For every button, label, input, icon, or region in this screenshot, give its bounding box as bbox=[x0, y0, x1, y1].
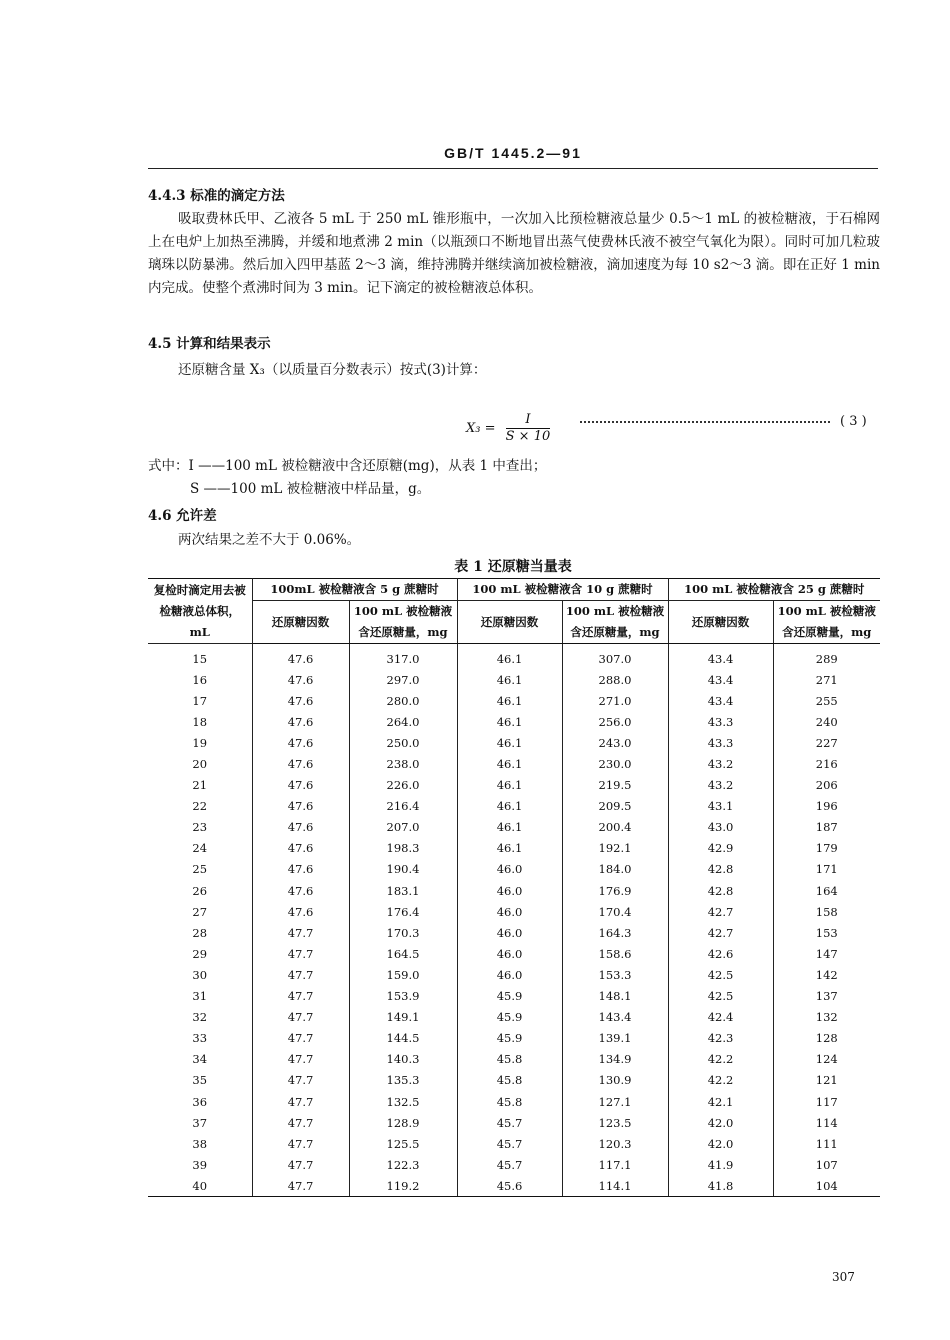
formula-fraction bbox=[506, 412, 551, 445]
table-cell: 21 bbox=[192, 778, 208, 793]
table-cell: 28 bbox=[192, 925, 208, 940]
table-cell: 209.5 bbox=[562, 796, 668, 817]
table-cell: 46.1 bbox=[457, 838, 562, 859]
table-cell: 206 bbox=[773, 775, 880, 796]
group-header-25g: 100 mL 被检糖液含 25 g 蔗糖时 bbox=[668, 579, 880, 601]
group-header-5g: 100mL 被检糖液含 5 g 蔗糖时 bbox=[252, 579, 457, 601]
table-cell: 46.1 bbox=[457, 732, 562, 753]
table-cell: 18 bbox=[192, 714, 208, 729]
table-cell: 45.9 bbox=[457, 986, 562, 1007]
table-cell: 42.2 bbox=[668, 1070, 773, 1091]
table-cell: 17 bbox=[192, 693, 208, 708]
subheader-factor: 还原糖因数 bbox=[457, 601, 562, 644]
table-cell: 164 bbox=[773, 880, 880, 901]
table-cell: 47.7 bbox=[252, 922, 349, 943]
subheader-content: 100 mL 被检糖液含还原糖量，mg bbox=[773, 601, 880, 644]
table-cell: 130.9 bbox=[562, 1070, 668, 1091]
table-cell: 264.0 bbox=[349, 711, 457, 732]
subheader-content: 100 mL 被检糖液含还原糖量，mg bbox=[562, 601, 668, 644]
table-row bbox=[148, 1028, 880, 1049]
table-cell: 42.4 bbox=[668, 1007, 773, 1028]
table-cell: 45.7 bbox=[457, 1112, 562, 1133]
table-row bbox=[148, 1091, 880, 1112]
where-line-1: 式中：I ——100 mL 被检糖液中含还原糖(mg)，从表 1 中查出； bbox=[148, 458, 547, 474]
table-cell: 190.4 bbox=[349, 859, 457, 880]
table-cell: 143.4 bbox=[562, 1007, 668, 1028]
table-cell: 176.4 bbox=[349, 901, 457, 922]
table-cell: 32 bbox=[192, 1010, 208, 1025]
table-cell: 26 bbox=[192, 883, 208, 898]
table-cell: 46.1 bbox=[457, 796, 562, 817]
table-cell: 42.2 bbox=[668, 1049, 773, 1070]
table-cell: 46.1 bbox=[457, 644, 562, 670]
table-cell: 120.3 bbox=[562, 1133, 668, 1154]
table-cell: 46.0 bbox=[457, 964, 562, 985]
table-row bbox=[148, 796, 880, 817]
table-cell: 19 bbox=[192, 735, 208, 750]
formula-number: ( 3 ) bbox=[840, 414, 867, 429]
table-cell: 240 bbox=[773, 711, 880, 732]
table-cell: 25 bbox=[192, 862, 208, 877]
table-cell: 20 bbox=[192, 757, 208, 772]
table-cell: 47.6 bbox=[252, 838, 349, 859]
table-row bbox=[148, 1070, 880, 1091]
table-cell: 45.9 bbox=[457, 1007, 562, 1028]
table-row bbox=[148, 880, 880, 901]
table-cell: 42.7 bbox=[668, 901, 773, 922]
header-rule bbox=[148, 168, 878, 169]
table-cell: 47.6 bbox=[252, 796, 349, 817]
table-cell: 22 bbox=[192, 799, 208, 814]
table-cell: 114 bbox=[773, 1112, 880, 1133]
table-cell: 179 bbox=[773, 838, 880, 859]
table-row bbox=[148, 711, 880, 732]
table-cell: 45.8 bbox=[457, 1049, 562, 1070]
table-row bbox=[148, 732, 880, 753]
table-cell: 128.9 bbox=[349, 1112, 457, 1133]
table-row bbox=[148, 753, 880, 774]
table-cell: 33 bbox=[192, 1031, 208, 1046]
table-cell: 43.4 bbox=[668, 690, 773, 711]
subheader-factor: 还原糖因数 bbox=[252, 601, 349, 644]
table-cell: 216 bbox=[773, 753, 880, 774]
table-cell: 121 bbox=[773, 1070, 880, 1091]
section-4-6-body: 两次结果之差不大于 0.06%。 bbox=[178, 532, 361, 548]
table-cell: 117.1 bbox=[562, 1154, 668, 1175]
section-4-4-3-title: 4.4.3 标准的滴定方法 bbox=[148, 188, 285, 204]
table-cell: 271.0 bbox=[562, 690, 668, 711]
table-cell: 47.7 bbox=[252, 1154, 349, 1175]
table-cell: 43.4 bbox=[668, 644, 773, 670]
table-row bbox=[148, 901, 880, 922]
table-cell: 39 bbox=[192, 1157, 208, 1172]
table-cell: 187 bbox=[773, 817, 880, 838]
table-cell: 47.6 bbox=[252, 753, 349, 774]
table-row bbox=[148, 669, 880, 690]
table-cell: 238.0 bbox=[349, 753, 457, 774]
table-cell: 42.8 bbox=[668, 880, 773, 901]
table-row bbox=[148, 986, 880, 1007]
table-cell: 23 bbox=[192, 820, 208, 835]
table-cell: 47.6 bbox=[252, 775, 349, 796]
table-row bbox=[148, 1175, 880, 1197]
table-cell: 124 bbox=[773, 1049, 880, 1070]
table-row bbox=[148, 817, 880, 838]
table-cell: 42.8 bbox=[668, 859, 773, 880]
table-cell: 230.0 bbox=[562, 753, 668, 774]
table-cell: 47.7 bbox=[252, 1133, 349, 1154]
table-cell: 46.1 bbox=[457, 775, 562, 796]
table-cell: 216.4 bbox=[349, 796, 457, 817]
table-cell: 37 bbox=[192, 1115, 208, 1130]
formula-3 bbox=[466, 412, 550, 445]
section-4-6-title: 4.6 允许差 bbox=[148, 508, 217, 524]
table-cell: 16 bbox=[192, 672, 208, 687]
table-cell: 127.1 bbox=[562, 1091, 668, 1112]
table-cell: 159.0 bbox=[349, 964, 457, 985]
table-cell: 153 bbox=[773, 922, 880, 943]
formula-numerator: I bbox=[506, 412, 551, 429]
table-cell: 250.0 bbox=[349, 732, 457, 753]
table-cell: 227 bbox=[773, 732, 880, 753]
table-cell: 46.0 bbox=[457, 901, 562, 922]
table-cell: 207.0 bbox=[349, 817, 457, 838]
table-cell: 46.1 bbox=[457, 753, 562, 774]
table-cell: 38 bbox=[192, 1136, 208, 1151]
section-4-5-body: 还原糖含量 X₃（以质量百分数表示）按式(3)计算： bbox=[178, 362, 487, 378]
table-cell: 192.1 bbox=[562, 838, 668, 859]
table-cell: 183.1 bbox=[349, 880, 457, 901]
table-cell: 46.1 bbox=[457, 690, 562, 711]
standard-number-header: GB/T 1445.2—91 bbox=[444, 145, 582, 161]
table-cell: 135.3 bbox=[349, 1070, 457, 1091]
table-row bbox=[148, 964, 880, 985]
table-cell: 40 bbox=[148, 1175, 252, 1197]
table-cell: 45.8 bbox=[457, 1091, 562, 1112]
table-cell: 47.6 bbox=[252, 690, 349, 711]
table-cell: 164.3 bbox=[562, 922, 668, 943]
table-cell: 45.8 bbox=[457, 1070, 562, 1091]
table-cell: 43.1 bbox=[668, 796, 773, 817]
subheader-factor: 还原糖因数 bbox=[668, 601, 773, 644]
table-cell: 137 bbox=[773, 986, 880, 1007]
table-cell: 42.6 bbox=[668, 943, 773, 964]
table-cell: 42.1 bbox=[668, 1091, 773, 1112]
table-cell: 27 bbox=[192, 904, 208, 919]
table-cell: 164.5 bbox=[349, 943, 457, 964]
subheader-content: 100 mL 被检糖液含还原糖量，mg bbox=[349, 601, 457, 644]
table-cell: 42.3 bbox=[668, 1028, 773, 1049]
table-cell: 47.7 bbox=[252, 1007, 349, 1028]
table-cell: 170.3 bbox=[349, 922, 457, 943]
table-cell: 134.9 bbox=[562, 1049, 668, 1070]
table-cell: 170.4 bbox=[562, 901, 668, 922]
table-cell: 132.5 bbox=[349, 1091, 457, 1112]
table-cell: 198.3 bbox=[349, 838, 457, 859]
table-cell: 45.9 bbox=[457, 1028, 562, 1049]
table-row bbox=[148, 1112, 880, 1133]
table-cell: 297.0 bbox=[349, 669, 457, 690]
table-row bbox=[148, 775, 880, 796]
table-cell: 42.9 bbox=[668, 838, 773, 859]
table-cell: 46.1 bbox=[457, 669, 562, 690]
table-cell: 42.5 bbox=[668, 986, 773, 1007]
table-cell: 142 bbox=[773, 964, 880, 985]
table-cell: 153.3 bbox=[562, 964, 668, 985]
table-cell: 307.0 bbox=[562, 644, 668, 670]
table-cell: 243.0 bbox=[562, 732, 668, 753]
table-cell: 47.6 bbox=[252, 732, 349, 753]
section-4-4-3-body: 吸取费林氏甲、乙液各 5 mL 于 250 mL 锥形瓶中，一次加入比预检糖液总量少 0.5～1 mL 的被检糖液，于石棉网上在电炉上加热至沸腾，并缓和地煮沸 2 min（以瓶颈口不断地冒出蒸气使费林氏液不被空气氧化为限）。同时可加几粒玻璃珠以防暴沸。然后加入四甲基蓝 2～3 滴，维持沸腾并继续滴加被检糖液，滴加速度为每 10 s2～3 滴。即在正好 1 min 内完成。使整个煮沸时间为 3 min。记下滴定的被检糖液总体积。 bbox=[148, 211, 880, 296]
table-cell: 45.7 bbox=[457, 1154, 562, 1175]
table-cell: 46.0 bbox=[457, 922, 562, 943]
reducing-sugar-table bbox=[148, 578, 880, 1197]
table-row bbox=[148, 922, 880, 943]
table-cell: 184.0 bbox=[562, 859, 668, 880]
table-cell: 148.1 bbox=[562, 986, 668, 1007]
table-cell: 47.6 bbox=[252, 901, 349, 922]
table-cell: 47.7 bbox=[252, 1175, 349, 1197]
table-cell: 46.0 bbox=[457, 943, 562, 964]
where-line-2: S ——100 mL 被检糖液中样品量，g。 bbox=[190, 481, 431, 497]
table-cell: 139.1 bbox=[562, 1028, 668, 1049]
table-cell: 119.2 bbox=[349, 1175, 457, 1197]
table-cell: 123.5 bbox=[562, 1112, 668, 1133]
table-cell: 47.6 bbox=[252, 644, 349, 670]
table-cell: 111 bbox=[773, 1133, 880, 1154]
table-cell: 128 bbox=[773, 1028, 880, 1049]
table-cell: 47.7 bbox=[252, 1070, 349, 1091]
section-4-5-title: 4.5 计算和结果表示 bbox=[148, 336, 271, 352]
table-cell: 43.2 bbox=[668, 753, 773, 774]
table-cell: 149.1 bbox=[349, 1007, 457, 1028]
table-cell: 200.4 bbox=[562, 817, 668, 838]
table-cell: 41.8 bbox=[668, 1175, 773, 1197]
table-row bbox=[148, 943, 880, 964]
table-cell: 289 bbox=[773, 644, 880, 670]
table-cell: 46.1 bbox=[457, 711, 562, 732]
table-cell: 132 bbox=[773, 1007, 880, 1028]
table-cell: 219.5 bbox=[562, 775, 668, 796]
formula-denominator: S × 10 bbox=[505, 429, 551, 444]
table-cell: 15 bbox=[192, 651, 208, 666]
table-row bbox=[148, 859, 880, 880]
table-cell: 47.7 bbox=[252, 1049, 349, 1070]
table-row bbox=[148, 1133, 880, 1154]
table-cell: 35 bbox=[192, 1073, 208, 1088]
table-cell: 140.3 bbox=[349, 1049, 457, 1070]
table-cell: 255 bbox=[773, 690, 880, 711]
page-number: 307 bbox=[832, 1270, 855, 1284]
formula-leader-dots bbox=[580, 421, 830, 423]
table-cell: 117 bbox=[773, 1091, 880, 1112]
table-cell: 42.5 bbox=[668, 964, 773, 985]
table-cell: 271 bbox=[773, 669, 880, 690]
table-row bbox=[148, 838, 880, 859]
table-cell: 43.3 bbox=[668, 711, 773, 732]
table-cell: 144.5 bbox=[349, 1028, 457, 1049]
table-cell: 226.0 bbox=[349, 775, 457, 796]
table-row bbox=[148, 1007, 880, 1028]
table-cell: 176.9 bbox=[562, 880, 668, 901]
table-cell: 34 bbox=[192, 1052, 208, 1067]
table-cell: 24 bbox=[192, 841, 208, 856]
table-cell: 47.7 bbox=[252, 964, 349, 985]
table-cell: 104 bbox=[773, 1175, 880, 1197]
table-cell: 41.9 bbox=[668, 1154, 773, 1175]
table-cell: 46.0 bbox=[457, 859, 562, 880]
table-cell: 153.9 bbox=[349, 986, 457, 1007]
row-header-volume: 复检时滴定用去被检糖液总体积，mL bbox=[148, 579, 252, 644]
table-cell: 122.3 bbox=[349, 1154, 457, 1175]
table-cell: 29 bbox=[192, 946, 208, 961]
group-header-10g: 100 mL 被检糖液含 10 g 蔗糖时 bbox=[457, 579, 668, 601]
table-cell: 47.7 bbox=[252, 1028, 349, 1049]
table-cell: 47.6 bbox=[252, 817, 349, 838]
table-cell: 42.0 bbox=[668, 1112, 773, 1133]
table-cell: 43.0 bbox=[668, 817, 773, 838]
table-cell: 317.0 bbox=[349, 644, 457, 670]
table-cell: 36 bbox=[192, 1094, 208, 1109]
table-cell: 45.7 bbox=[457, 1133, 562, 1154]
table-cell: 47.6 bbox=[252, 711, 349, 732]
table-cell: 43.2 bbox=[668, 775, 773, 796]
table-cell: 47.7 bbox=[252, 943, 349, 964]
table-cell: 171 bbox=[773, 859, 880, 880]
table-cell: 114.1 bbox=[562, 1175, 668, 1197]
formula-lhs: X₃ = bbox=[466, 421, 496, 436]
table-cell: 42.0 bbox=[668, 1133, 773, 1154]
table-cell: 288.0 bbox=[562, 669, 668, 690]
table-cell: 43.4 bbox=[668, 669, 773, 690]
table-cell: 47.7 bbox=[252, 986, 349, 1007]
table-cell: 42.7 bbox=[668, 922, 773, 943]
table-row bbox=[148, 644, 880, 670]
table-cell: 47.6 bbox=[252, 669, 349, 690]
table-cell: 47.7 bbox=[252, 1112, 349, 1133]
table-cell: 47.6 bbox=[252, 880, 349, 901]
table-1-title: 表 1 还原糖当量表 bbox=[454, 559, 572, 575]
table-cell: 46.1 bbox=[457, 817, 562, 838]
table-cell: 158.6 bbox=[562, 943, 668, 964]
table-cell: 30 bbox=[192, 967, 208, 982]
table-cell: 147 bbox=[773, 943, 880, 964]
table-cell: 45.6 bbox=[457, 1175, 562, 1197]
table-cell: 43.3 bbox=[668, 732, 773, 753]
table-cell: 125.5 bbox=[349, 1133, 457, 1154]
table-row bbox=[148, 690, 880, 711]
table-cell: 196 bbox=[773, 796, 880, 817]
table-cell: 47.6 bbox=[252, 859, 349, 880]
table-cell: 256.0 bbox=[562, 711, 668, 732]
table-cell: 46.0 bbox=[457, 880, 562, 901]
table-cell: 280.0 bbox=[349, 690, 457, 711]
table-row bbox=[148, 1154, 880, 1175]
table-row bbox=[148, 1049, 880, 1070]
table-cell: 107 bbox=[773, 1154, 880, 1175]
table-cell: 47.7 bbox=[252, 1091, 349, 1112]
table-body bbox=[148, 644, 880, 1197]
table-cell: 158 bbox=[773, 901, 880, 922]
table-cell: 31 bbox=[192, 989, 208, 1004]
